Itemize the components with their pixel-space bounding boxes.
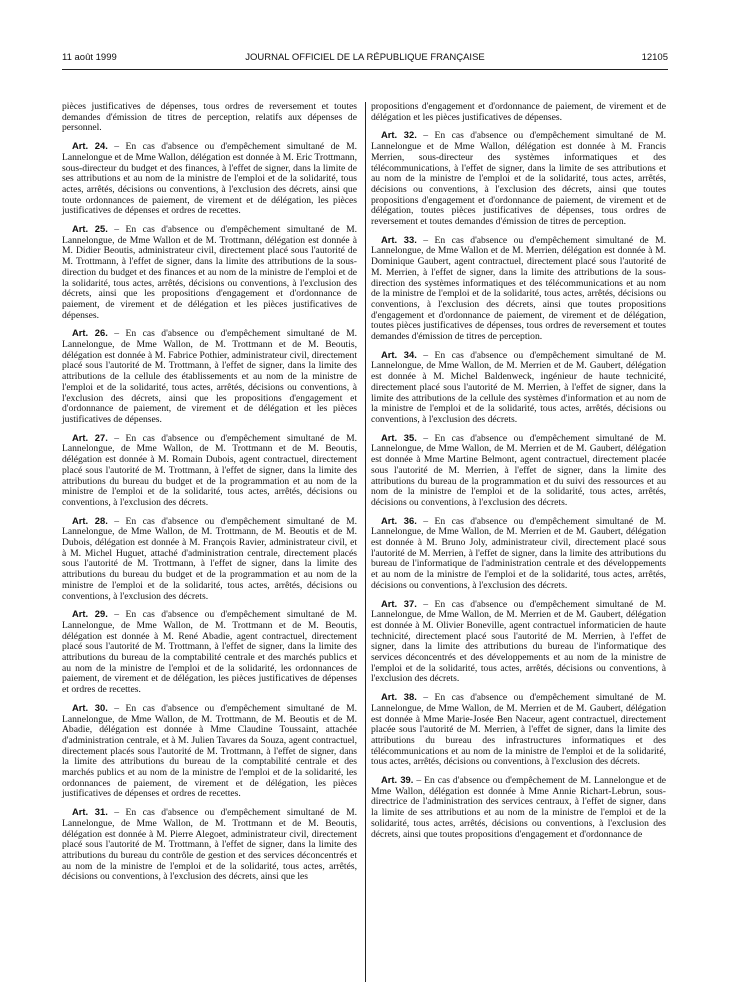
article-30: Art. 30. – En cas d'absence ou d'empêchement simultané de M. Lannelongue, de Mme Wallon, de M. Trottmann, de M. Beoutis et de M. Abadie, délégation est donnée à Mme Claudine Toussaint, attachée d'administration centrale, et à M. Julien Tavares da Souza, agent contractuel, directement placés sous l'autorité de M. Trottmann, à l'effet de signer, dans la limite des attributions du bureau de la comptabilité centrale et des marchés publics et au nom de la ministre de l'emploi et de la solidarité, les ordonnances de paiement, de virement et de délégation, les pièces justificatives de dépenses et ordres de recettes. — [62, 701, 357, 800]
header-date: 11 août 1999 — [62, 52, 117, 63]
article-text: En cas d'absence ou d'empêchement simultané de M. Lannelongue, de Mme Wallon, de M. Merrien et de M. Gaubert, délégation est donnée à M. Michel Baldenweck, ingénieur de haute technicité, directement placé sous l'autorité de M. Merrien, à l'effet de signer, dans la limite des attributions de la cellule des systèmes d'information et au nom de la ministre de l'emploi et de la solidarité, tous actes, arrêtés, décisions ou conventions, à l'exclusion des décrets. — [371, 349, 666, 425]
article-34: Art. 34. – En cas d'absence ou d'empêchement simultané de M. Lannelongue, de Mme Wallon, de M. Merrien et de M. Gaubert, délégation est donnée à M. Michel Baldenweck, ingénieur de haute technicité, directement placé sous l'autorité de M. Merrien, à l'effet de signer, dans la limite des attributions de la cellule des systèmes d'information et au nom de la ministre de l'emploi et de la solidarité, tous actes, arrêtés, décisions ou conventions, à l'exclusion des décrets. — [371, 348, 666, 425]
article-label: Art. 34. — [381, 348, 417, 360]
right-column — [371, 102, 666, 847]
article-24: Art. 24. – En cas d'absence ou d'empêchement simultané de M. Lannelongue et de Mme Wallon, délégation est donnée à M. Eric Trottmann, sous-directeur du budget et des finances, à l'effet de signer, dans la limite de ses attributions et au nom de la ministre de l'emploi et de la solidarité, tous actes, arrêtés, décisions ou conventions, à l'exclusion des décrets, ainsi que toute ordonnances de paiement, de virement et de délégation, les pièces justificatives de dépenses et ordres de recettes. — [62, 140, 357, 217]
article-text: En cas d'absence ou d'empêchement de M. Lannelongue et de Mme Wallon, délégation est donnée à Mme Annie Richart-Lebrun, sous-directrice de l'administration des services centraux, à l'effet de signer, dans la limite de ses attributions et au nom de la ministre de l'emploi et de la solidarité, tous actes, arrêtés, décisions ou conventions, à l'exclusion des décrets, ainsi que toutes propositions d'engagement et d'ordonnance de — [371, 775, 666, 840]
article-label: Art. 26. — [72, 327, 108, 339]
article-33: Art. 33. – En cas d'absence ou d'empêchement simultané de M. Lannelongue, de Mme Wallon et de M. Merrien, délégation est donnée à M. Dominique Gaubert, agent contractuel, directement placé sous l'autorité de M. Merrien, à l'effet de signer, dans la limite des attributions de la sous-direction des systèmes informatiques et des télécommunications et au nom de la ministre de l'emploi et de la solidarité, tous actes, arrêtés, décisions ou conventions, à l'exclusion des décrets, ainsi que toutes propositions d'engagement et d'ordonnance de paiement, de virement et de délégation, toutes pièces justificatives de dépenses, tous ordres de reversement et toutes demandes d'émission de titres de perception. — [371, 233, 666, 343]
article-label: Art. 29. — [72, 608, 108, 620]
article-label: Art. 25. — [72, 223, 108, 235]
article-text: En cas d'absence ou d'empêchement simultané de M. Lannelongue, de Mme Wallon, de M. Trottmann et de M. Beoutis, délégation est donnée à M. Romain Dubois, agent contractuel, directement placé sous l'autorité de M. Trottmann, à l'effet de signer, dans la limite des attributions du bureau du budget et de la programmation et au nom de la ministre de l'emploi et de la solidarité, tous actes, arrêtés, décisions ou conventions, à l'exclusion des décrets. — [62, 432, 357, 508]
article-text: En cas d'absence ou d'empêchement simultané de M. Lannelongue, de Mme Wallon, de M. Merrien et de M. Gaubert, délégation est donnée à M. Olivier Boneville, agent contractuel informaticien de haute technicité, directement placé sous l'autorité de M. Merrien, à l'effet de signer, dans la limite des attributions du bureau de l'informatique des services déconcentrés et des développements et au nom de la ministre de l'emploi et de la solidarité, tous actes, arrêtés, décisions ou conventions, à l'exclusion des décrets. — [371, 598, 666, 685]
article-label: Art. 32. — [381, 129, 417, 141]
header-page-number: 12105 — [641, 52, 668, 63]
article-text: En cas d'absence ou d'empêchement simultané de M. Lannelongue, de Mme Wallon, de M. Trottmann, de M. Beoutis et de M. Abadie, délégation est donnée à Mme Claudine Toussaint, attachée d'administration centrale, et à M. Julien Tavares da Souza, agent contractuel, directement placés sous l'autorité de M. Trottmann, à l'effet de signer, dans la limite des attributions du bureau de la comptabilité centrale et des marchés publics et au nom de la ministre de l'emploi et de la solidarité, les ordonnances de paiement, de virement et de délégation, les pièces justificatives de dépenses et ordres de recettes. — [62, 702, 357, 800]
article-label: Art. 36. — [381, 514, 417, 526]
header-rule — [62, 69, 668, 70]
article-36: Art. 36. – En cas d'absence ou d'empêchement simultané de M. Lannelongue, de Mme Wallon, de M. Merrien et de M. Gaubert, délégation est donnée à M. Bruno Joly, administrateur civil, directement placé sous l'autorité de M. Merrien, à l'effet de signer, dans la limite des attributions du bureau de l'informatique de l'administration centrale et des développements et au nom de la ministre de l'emploi et de la solidarité, tous actes, arrêtés, décisions ou conventions, à l'exclusion des décrets. — [371, 514, 666, 591]
article-38: Art. 38. – En cas d'absence ou d'empêchement simultané de M. Lannelongue, de Mme Wallon, de M. Merrien et de M. Gaubert, délégation est donnée à Mme Marie-Josée Ben Naceur, agent contractuel, directement placée sous l'autorité de M. Merrien, à l'effet de signer, dans la limite des attributions du bureau des infrastructures informatiques et des télécommunications et au nom de la ministre de l'emploi et de la solidarité, tous actes, arrêtés, décisions ou conventions, à l'exclusion des décrets. — [371, 691, 666, 768]
article-label: Art. 37. — [381, 597, 417, 609]
article-text: En cas d'absence ou d'empêchement simultané de M. Lannelongue, de Mme Wallon, de M. Trottmann, de M. Beoutis et de M. Dubois, délégation est donnée à M. François Ravier, administrateur civil, et à M. Michel Huguet, attaché d'administration centrale, directement placés sous l'autorité de M. Trottmann, à l'effet de signer, dans la limite des attributions du bureau du budget et de la programmation et au nom de la ministre de l'emploi et de la solidarité, tous actes, arrêtés, décisions ou conventions, à l'exclusion des décrets. — [62, 515, 357, 602]
article-label: Art. 39. — [381, 774, 414, 786]
article-35: Art. 35. – En cas d'absence ou d'empêchement simultané de M. Lannelongue, de Mme Wallon, de M. Merrien et de M. Gaubert, délégation est donnée à Mme Martine Belmont, agent contractuel, directement placée sous l'autorité de M. Merrien, à l'effet de signer, dans la limite des attributions du bureau de la programmation et du suivi des ressources et au nom de la ministre de l'emploi et de la solidarité, tous actes, arrêtés, décisions ou conventions, à l'exclusion des décrets. — [371, 431, 666, 508]
continued-paragraph: propositions d'engagement et d'ordonnance de paiement, de virement et de délégation et les pièces justificatives de dépenses. — [371, 101, 666, 123]
article-32: Art. 32. – En cas d'absence ou d'empêchement simultané de M. Lannelongue et de Mme Wallon, délégation est donnée à M. Francis Merrien, sous-directeur des systèmes informatiques et des télécommunications, à l'effet de signer, dans la limite de ses attributions et au nom de la ministre de l'emploi et de la solidarité, tous actes, arrêtés, décisions ou conventions, à l'exclusion des décrets, ainsi que toutes propositions d'engagement et d'ordonnance de paiement, de virement et de délégation, toutes pièces justificatives de dépenses, tous ordres de reversement et toutes demandes d'émission de titres de perception. — [371, 129, 666, 228]
continued-paragraph: pièces justificatives de dépenses, tous ordres de reversement et toutes demandes d'émission de titres de perception, relatifs aux dépenses de personnel. — [62, 101, 357, 134]
article-text: En cas d'absence ou d'empêchement simultané de M. Lannelongue, de Mme Wallon, de M. Trottmann et de M. Beoutis, délégation est donnée à M. Pierre Alegoet, administrateur civil, directement placé sous l'autorité de M. Trottmann, à l'effet de signer, dans la limite des attributions du bureau du contrôle de gestion et des services déconcentrés et au nom de la ministre de l'emploi et de la solidarité, tous actes, arrêtés, décisions ou conventions, à l'exclusion des décrets, ainsi que les — [62, 807, 357, 883]
article-26: Art. 26. – En cas d'absence ou d'empêchement simultané de M. Lannelongue, de Mme Wallon, de M. Trottmann et de M. Beoutis, délégation est donnée à M. Fabrice Pothier, administrateur civil, directement placé sous l'autorité de M. Trottmann, à l'effet de signer, dans la limite des attributions de la cellule des établissements et au nom de la ministre de l'emploi et de la solidarité, tous actes, arrêtés, décisions ou conventions, à l'exclusion des décrets, ainsi que les propositions d'engagement et d'ordonnance de paiement, de virement et de délégation et les pièces justificatives de dépenses. — [62, 327, 357, 425]
article-label: Art. 30. — [72, 701, 108, 713]
article-label: Art. 24. — [72, 140, 108, 152]
article-text: En cas d'absence ou d'empêchement simultané de M. Lannelongue, de Mme Wallon, de M. Merrien et de M. Gaubert, délégation est donnée à Mme Marie-Josée Ben Naceur, agent contractuel, directement placée sous l'autorité de M. Merrien, à l'effet de signer, dans la limite des attributions du bureau des infrastructures informatiques et des télécommunications et au nom de la ministre de l'emploi et de la solidarité, tous actes, arrêtés, décisions ou conventions, à l'exclusion des décrets. — [371, 692, 666, 768]
article-37: Art. 37. – En cas d'absence ou d'empêchement simultané de M. Lannelongue, de Mme Wallon, de M. Merrien et de M. Gaubert, délégation est donnée à M. Olivier Boneville, agent contractuel informaticien de haute technicité, directement placé sous l'autorité de M. Merrien, à l'effet de signer, dans la limite des attributions du bureau de l'informatique des services déconcentrés et des développements et au nom de la ministre de l'emploi et de la solidarité, tous actes, arrêtés, décisions ou conventions, à l'exclusion des décrets. — [371, 597, 666, 685]
article-text: En cas d'absence ou d'empêchement simultané de M. Lannelongue, de Mme Wallon, de M. Trottmann et de M. Beoutis, délégation est donnée à M. Fabrice Pothier, administrateur civil, directement placé sous l'autorité de M. Trottmann, à l'effet de signer, dans la limite des attributions de la cellule des établissements et au nom de la ministre de l'emploi et de la solidarité, tous actes, arrêtés, décisions ou conventions, à l'exclusion des décrets, ainsi que les propositions d'engagement et d'ordonnance de paiement, de virement et de délégation et les pièces justificatives de dépenses. — [62, 328, 357, 425]
header-title: JOURNAL OFFICIEL DE LA RÉPUBLIQUE FRANÇAISE — [245, 52, 485, 63]
article-31: Art. 31. – En cas d'absence ou d'empêchement simultané de M. Lannelongue, de Mme Wallon, de M. Trottmann et de M. Beoutis, délégation est donnée à M. Pierre Alegoet, administrateur civil, directement placé sous l'autorité de M. Trottmann, à l'effet de signer, dans la limite des attributions du bureau du contrôle de gestion et des services déconcentrés et au nom de la ministre de l'emploi et de la solidarité, tous actes, arrêtés, décisions ou conventions, à l'exclusion des décrets, ainsi que les — [62, 806, 357, 883]
article-text: En cas d'absence ou d'empêchement simultané de M. Lannelongue, de Mme Wallon, de M. Merrien et de M. Gaubert, délégation est donnée à M. Bruno Joly, administrateur civil, directement placé sous l'autorité de M. Merrien, à l'effet de signer, dans la limite des attributions du bureau de l'informatique de l'administration centrale et des développements et au nom de la ministre de l'emploi et de la solidarité, tous actes, arrêtés, décisions ou conventions, à l'exclusion des décrets. — [371, 515, 666, 591]
article-label: Art. 28. — [72, 514, 108, 526]
article-39: Art. 39. – En cas d'absence ou d'empêchement de M. Lannelongue et de Mme Wallon, délégation est donnée à Mme Annie Richart-Lebrun, sous-directrice de l'administration des services centraux, à l'effet de signer, dans la limite de ses attributions et au nom de la ministre de l'emploi et de la solidarité, tous actes, arrêtés, décisions ou conventions, à l'exclusion des décrets, ainsi que toutes propositions d'engagement et d'ordonnance de — [371, 774, 666, 840]
article-29: Art. 29. – En cas d'absence ou d'empêchement simultané de M. Lannelongue, de Mme Wallon, de M. Trottmann et de M. Beoutis, délégation est donnée à M. René Abadie, agent contractuel, directement placé sous l'autorité de M. Trottmann, à l'effet de signer, dans la limite des attributions du bureau de la comptabilité centrale et des marchés publics et au nom de la ministre de l'emploi et de la solidarité, les ordonnances de paiement, de virement et de délégation, les pièces justificatives de dépenses et ordres de recettes. — [62, 608, 357, 696]
article-text: En cas d'absence ou d'empêchement simultané de M. Lannelongue, de Mme Wallon et de M. Merrien, délégation est donnée à M. Dominique Gaubert, agent contractuel, directement placé sous l'autorité de M. Merrien, à l'effet de signer, dans la limite des attributions de la sous-direction des systèmes informatiques et des télécommunications et au nom de la ministre de l'emploi et de la solidarité, tous actes, arrêtés, décisions ou conventions, à l'exclusion des décrets, ainsi que toutes propositions d'engagement et d'ordonnance de paiement, de virement et de délégation, toutes pièces justificatives de dépenses, tous ordres de reversement et toutes demandes d'émission de titres de perception. — [371, 234, 666, 343]
article-text: En cas d'absence ou d'empêchement simultané de M. Lannelongue et de Mme Wallon, délégation est donnée à M. Eric Trottmann, sous-directeur du budget et des finances, à l'effet de signer, dans la limite de ses attributions et au nom de la ministre de l'emploi et de la solidarité, tous actes, arrêtés, décisions ou conventions, à l'exclusion des décrets, ainsi que toute ordonnances de paiement, de virement et de délégation, les pièces justificatives de dépenses et ordres de recettes. — [62, 141, 357, 217]
article-27: Art. 27. – En cas d'absence ou d'empêchement simultané de M. Lannelongue, de Mme Wallon, de M. Trottmann et de M. Beoutis, délégation est donnée à M. Romain Dubois, agent contractuel, directement placé sous l'autorité de M. Trottmann, à l'effet de signer, dans la limite des attributions du bureau du budget et de la programmation et au nom de la ministre de l'emploi et de la solidarité, tous actes, arrêtés, décisions ou conventions, à l'exclusion des décrets. — [62, 431, 357, 508]
article-label: Art. 27. — [72, 431, 108, 443]
article-label: Art. 38. — [381, 691, 417, 703]
article-text: En cas d'absence ou d'empêchement simultané de M. Lannelongue, de Mme Wallon et de M. Trottmann, délégation est donnée à M. Didier Beoutis, administrateur civil, directement placé sous l'autorité de M. Trottmann, à l'effet de signer, dans la limite des attributions de la sous-direction du budget et des finances et au nom de la ministre de l'emploi et de la solidarité, tous actes, arrêtés, décisions ou conventions, à l'exclusion des décrets, ainsi que les propositions d'engagement et d'ordonnance de paiement, de virement et de délégation et les pièces justificatives de dépenses. — [62, 224, 357, 321]
article-text: En cas d'absence ou d'empêchement simultané de M. Lannelongue et de Mme Wallon, délégation est donnée à M. Francis Merrien, sous-directeur des systèmes informatiques et des télécommunications, à l'effet de signer, dans la limite de ses attributions et au nom de la ministre de l'emploi et de la solidarité, tous actes, arrêtés, décisions ou conventions, à l'exclusion des décrets, ainsi que toutes propositions d'engagement et d'ordonnance de paiement, de virement et de délégation, toutes pièces justificatives de dépenses, tous ordres de reversement et toutes demandes d'émission de titres de perception. — [371, 130, 666, 228]
article-label: Art. 33. — [381, 233, 417, 245]
article-text: En cas d'absence ou d'empêchement simultané de M. Lannelongue, de Mme Wallon, de M. Trottmann et de M. Beoutis, délégation est donnée à M. René Abadie, agent contractuel, directement placé sous l'autorité de M. Trottmann, à l'effet de signer, dans la limite des attributions du bureau de la comptabilité centrale et des marchés publics et au nom de la ministre de l'emploi et de la solidarité, les ordonnances de paiement, de virement et de délégation, les pièces justificatives de dépenses et ordres de recettes. — [62, 609, 357, 696]
left-column — [62, 102, 357, 890]
article-25: Art. 25. – En cas d'absence ou d'empêchement simultané de M. Lannelongue, de Mme Wallon et de M. Trottmann, délégation est donnée à M. Didier Beoutis, administrateur civil, directement placé sous l'autorité de M. Trottmann, à l'effet de signer, dans la limite des attributions de la sous-direction du budget et des finances et au nom de la ministre de l'emploi et de la solidarité, tous actes, arrêtés, décisions ou conventions, à l'exclusion des décrets, ainsi que les propositions d'engagement et d'ordonnance de paiement, de virement et de délégation et les pièces justificatives de dépenses. — [62, 223, 357, 321]
column-divider — [365, 102, 366, 982]
article-28: Art. 28. – En cas d'absence ou d'empêchement simultané de M. Lannelongue, de Mme Wallon, de M. Trottmann, de M. Beoutis et de M. Dubois, délégation est donnée à M. François Ravier, administrateur civil, et à M. Michel Huguet, attaché d'administration centrale, directement placés sous l'autorité de M. Trottmann, à l'effet de signer, dans la limite des attributions du bureau du budget et de la programmation et au nom de la ministre de l'emploi et de la solidarité, tous actes, arrêtés, décisions ou conventions, à l'exclusion des décrets. — [62, 514, 357, 602]
article-label: Art. 35. — [381, 431, 417, 443]
article-text: En cas d'absence ou d'empêchement simultané de M. Lannelongue, de Mme Wallon, de M. Merrien et de M. Gaubert, délégation est donnée à Mme Martine Belmont, agent contractuel, directement placée sous l'autorité de M. Merrien, à l'effet de signer, dans la limite des attributions du bureau de la programmation et du suivi des ressources et au nom de la ministre de l'emploi et de la solidarité, tous actes, arrêtés, décisions ou conventions, à l'exclusion des décrets. — [371, 432, 666, 508]
article-label: Art. 31. — [72, 806, 108, 818]
page-header — [62, 52, 668, 66]
